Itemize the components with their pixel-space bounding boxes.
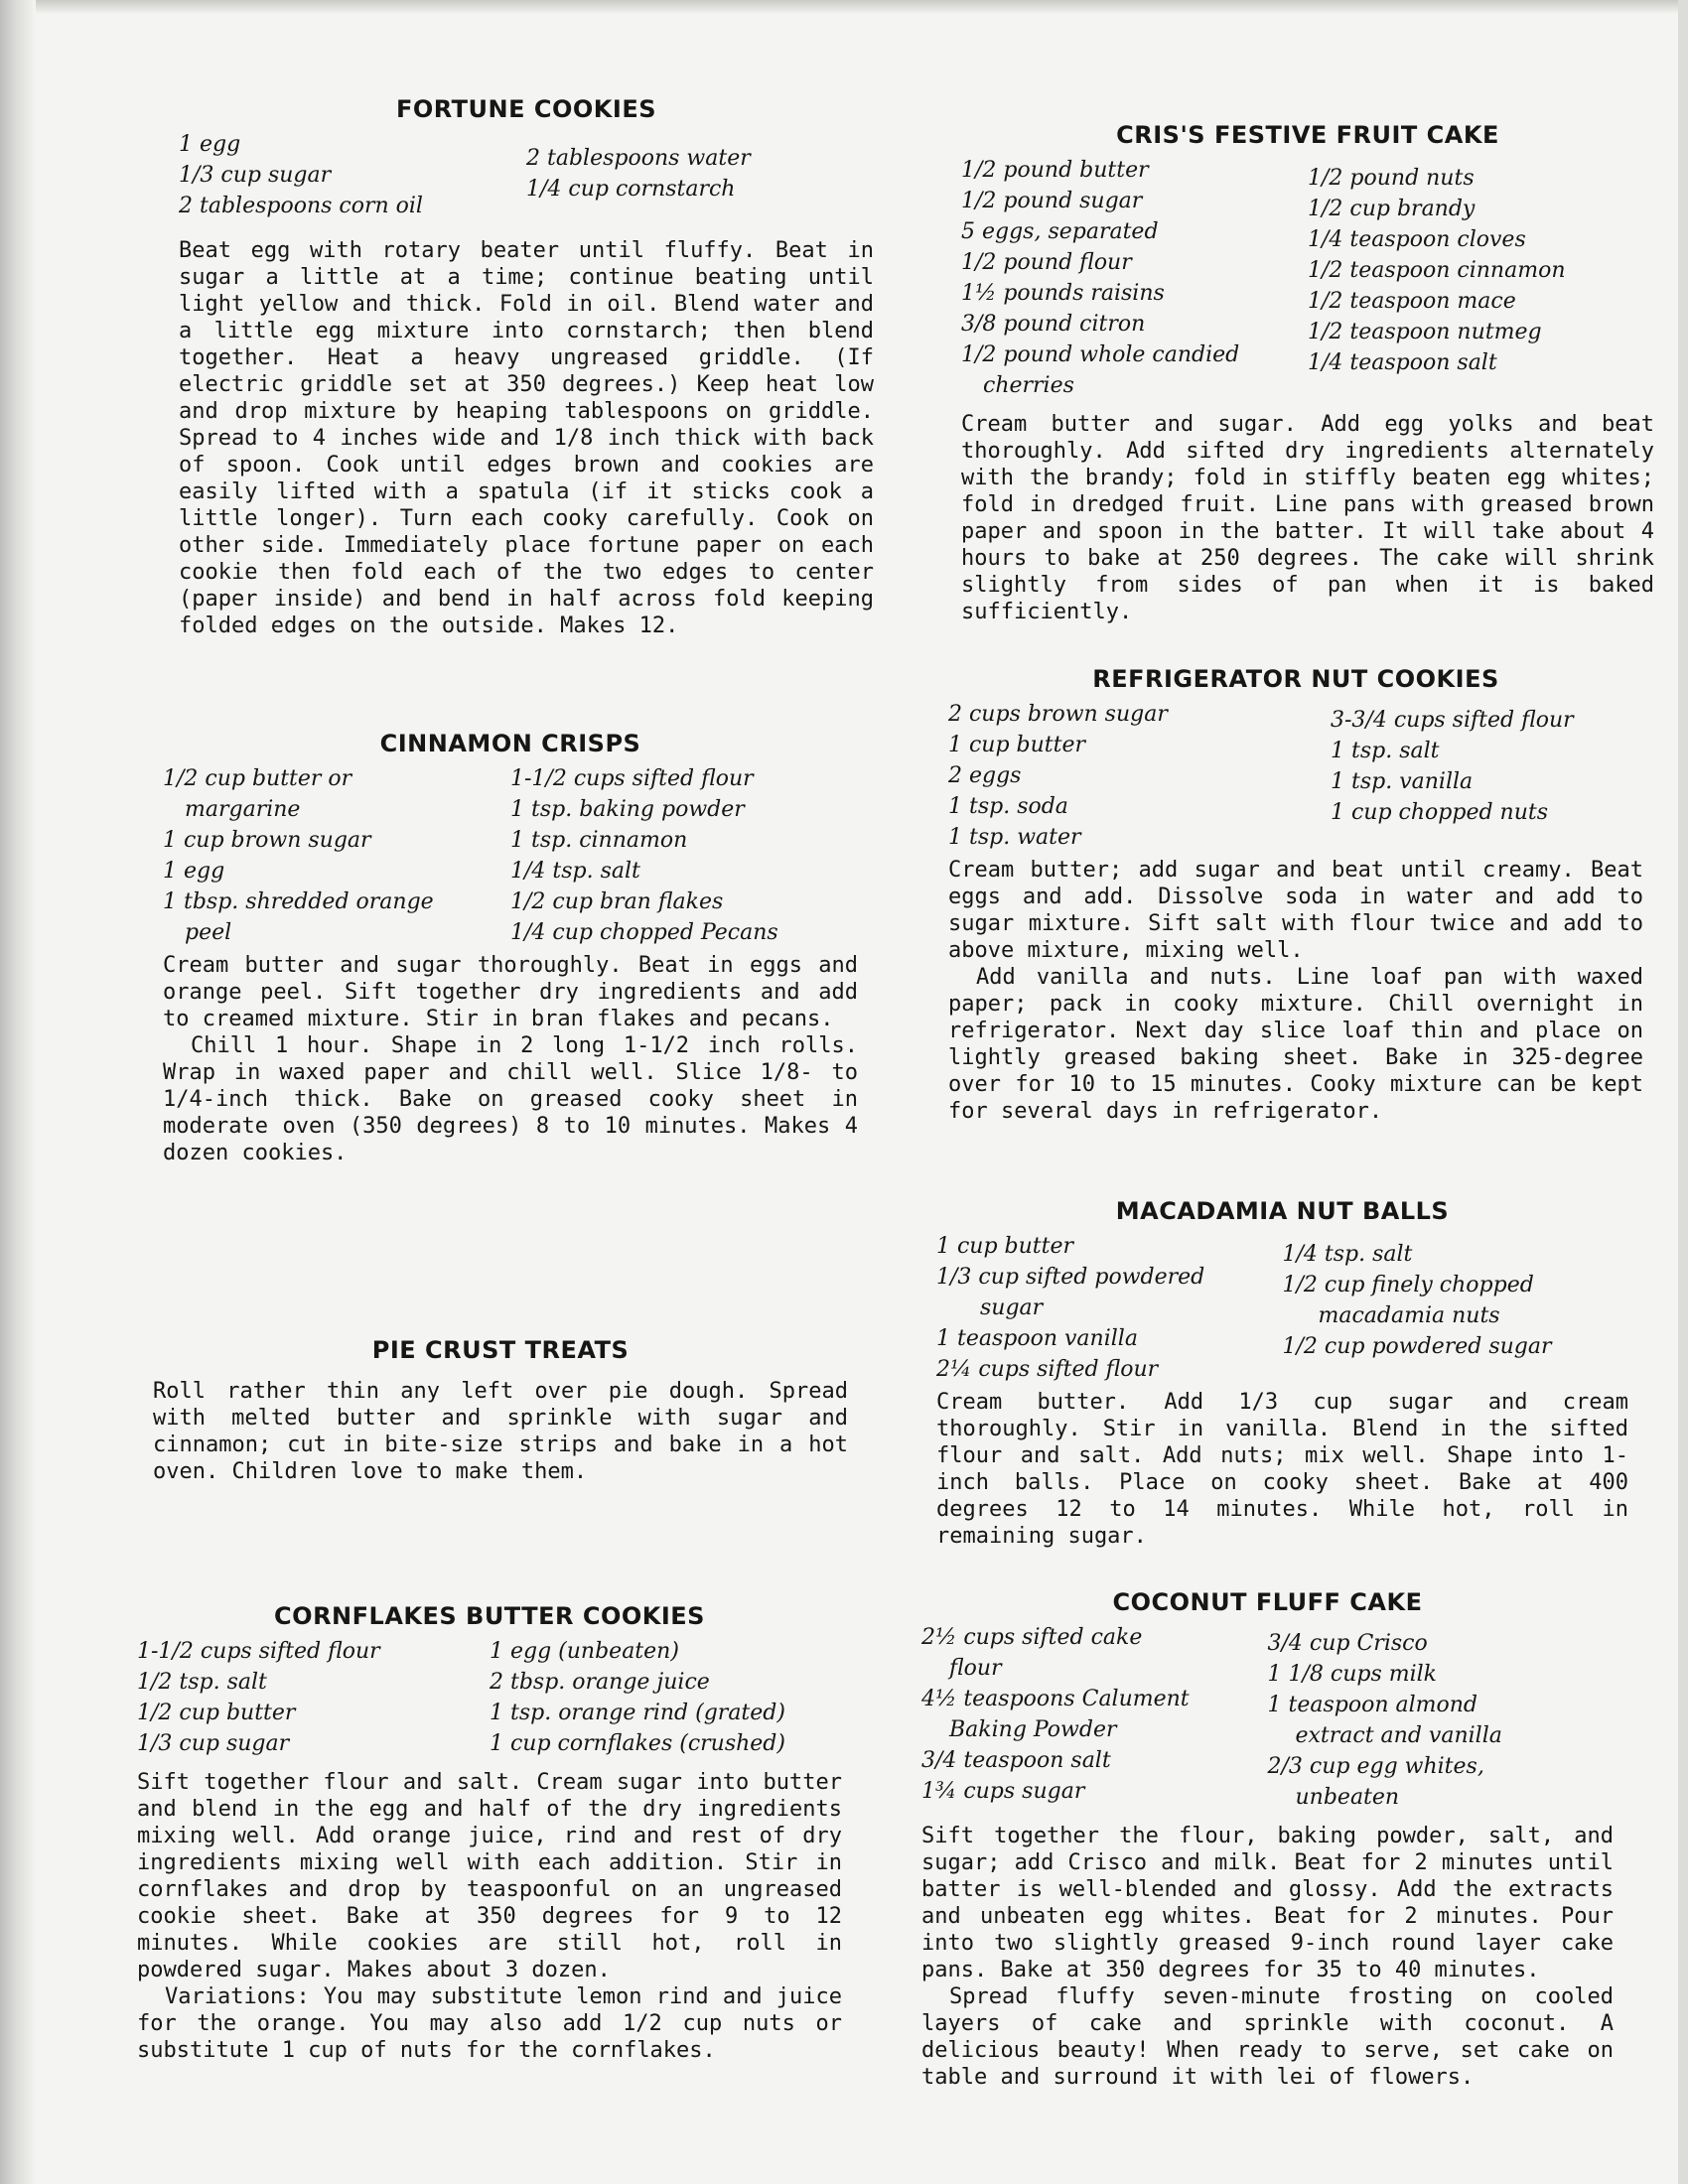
instruction-paragraph: Beat egg with rotary beater until fluffy. Beat in sugar a little at a time; continue beating until light yellow and thick. Fold in oil. Blend water and a little egg mixture into cornstarch; then blend together. Heat a heavy ungreased griddle. (If electric griddle set at 350 degrees.) Keep heat low and drop mixture by heaping tablespoons on griddle. Spread to 4 inches wide and 1/8 inch thick with back of spoon. Cook until edges brown and cookies are easily lifted with a spatula (if it sticks cook a little longer). Turn each cooky carefully. Cook on other side. Immediately place fortune paper on each cookie then fold each of the two edges to center (paper inside) and bend in half across fold keeping folded edges on the outside. Makes 12. (179, 238, 874, 638)
ingredient-item: 1/2 tsp. salt (137, 1670, 267, 1695)
ingredient-item: 2 tbsp. orange juice (490, 1670, 710, 1695)
ingredient-item: 1 egg (179, 132, 241, 157)
ingredient-list (948, 699, 1643, 853)
ingredient-item: 1/2 pound sugar (961, 189, 1143, 213)
ingredient-item: 1 cup butter (948, 733, 1086, 757)
ingredient-item: 1/2 teaspoon nutmeg (1308, 320, 1542, 344)
ingredient-column-left (948, 699, 1261, 853)
ingredient-list (179, 129, 874, 221)
recipe-instructions (179, 237, 874, 639)
ingredient-item: 1/2 cup finely chopped (1282, 1273, 1534, 1297)
recipe-title: MACADAMIA NUT BALLS (1115, 1197, 1450, 1225)
ingredient-item: 1/2 cup butter or (163, 766, 352, 791)
ingredient-item: 1 tsp. soda (948, 794, 1068, 819)
ingredient-item: 1/4 cup chopped Pecans (510, 920, 778, 945)
ingredient-item: 1¾ cups sugar (921, 1779, 1085, 1804)
ingredient-item: 1 egg (163, 859, 225, 884)
ingredient-column-left (137, 1636, 490, 1759)
ingredient-item: 1/4 teaspoon salt (1308, 350, 1497, 375)
ingredient-item: 1 tsp. vanilla (1331, 769, 1474, 794)
ingredient-item: 1 cup chopped nuts (1331, 800, 1549, 825)
recipe-title: CINNAMON CRISPS (379, 730, 641, 757)
instruction-paragraph: Chill 1 hour. Shape in 2 long 1-1/2 inch rolls. Wrap in waxed paper and chill well. Slice 1/8- to 1/4-inch thick. Bake on greased cooky sheet in moderate oven (350 degrees) 8 to 10 minutes. Makes 4 dozen cookies. (163, 1033, 858, 1165)
instruction-paragraph: Variations: You may substitute lemon rind and juice for the orange. You may also add 1/2 cup nuts or substitute 1 cup of nuts for the cornflakes. (137, 1984, 842, 2063)
ingredient-item: 1/4 tsp. salt (1282, 1242, 1413, 1267)
ingredient-item: 3/4 cup Crisco (1267, 1631, 1428, 1656)
recipe-instructions (936, 1389, 1628, 1550)
ingredient-item: 1 tsp. salt (1331, 739, 1440, 763)
ingredient-item: 1 cup cornflakes (crushed) (490, 1731, 785, 1756)
instruction-paragraph: Sift together the flour, baking powder, salt, and sugar; add Crisco and milk. Beat for 2 minutes until batter is well-blended and glossy. Add the extracts and unbeaten egg whites. Beat for 2 minutes. Pour into two slightly greased 9-inch round layer cake pans. Bake at 350 degrees for 35 to 40 minutes. (921, 1824, 1614, 1982)
ingredient-item: 2 eggs (948, 763, 1022, 788)
ingredient-item: 2 tablespoons water (526, 146, 751, 171)
page-edge-shadow-left (0, 0, 36, 2184)
ingredient-item: 2 tablespoons corn oil (179, 194, 423, 218)
ingredient-item: 1/4 tsp. salt (510, 859, 640, 884)
ingredient-item: 1-1/2 cups sifted flour (510, 766, 754, 791)
page-edge-shadow-right (1678, 0, 1688, 2184)
ingredient-column-left (163, 763, 510, 948)
ingredient-column-right (1268, 1622, 1615, 1813)
ingredient-column-left (961, 155, 1308, 401)
ingredient-item: macadamia nuts (1318, 1303, 1500, 1328)
ingredient-item: 1/2 pound nuts (1308, 166, 1475, 191)
ingredient-item: 1/2 cup bran flakes (510, 889, 724, 914)
ingredient-item: 3/4 teaspoon salt (921, 1748, 1111, 1773)
ingredient-column-right (526, 129, 874, 221)
ingredient-item: 1/4 cup cornstarch (526, 177, 736, 202)
ingredient-item: extract and vanilla (1295, 1723, 1502, 1748)
recipe-fortune-cookies (179, 95, 874, 639)
ingredient-column-right (1308, 155, 1654, 401)
ingredient-item: 3-3/4 cups sifted flour (1331, 708, 1574, 733)
ingredient-item: 1/3 cup sugar (137, 1731, 290, 1756)
ingredient-item: 1 tsp. water (948, 825, 1081, 850)
ingredient-item: margarine (185, 797, 301, 822)
recipe-macadamia-nut-balls (936, 1197, 1628, 1550)
ingredient-item: Baking Powder (949, 1717, 1117, 1742)
recipe-coconut-fluff-cake (921, 1588, 1614, 2091)
ingredient-item: unbeaten (1295, 1785, 1400, 1810)
ingredient-item: 1 egg (unbeaten) (490, 1639, 679, 1664)
recipe-title: CORNFLAKES BUTTER COOKIES (274, 1602, 705, 1630)
recipe-festive-fruit-cake (961, 121, 1654, 625)
ingredient-item: 2½ cups sifted cake (921, 1625, 1143, 1650)
ingredient-list (961, 155, 1654, 401)
recipe-title: COCONUT FLUFF CAKE (1112, 1588, 1423, 1616)
ingredient-item: 2¼ cups sifted flour (936, 1357, 1159, 1382)
instruction-paragraph: Add vanilla and nuts. Line loaf pan with waxed paper; pack in cooky mixture. Chill overnight in refrigerator. Next day slice loaf thin and place on lightly greased baking sheet. Bake in 325-degree over for 10 to 15 minutes. Cooky mixture can be kept for several days in refrigerator. (948, 965, 1643, 1124)
recipe-pie-crust-treats (153, 1336, 848, 1485)
ingredient-item: 5 eggs, separated (961, 219, 1159, 244)
recipe-title: FORTUNE COOKIES (395, 95, 657, 123)
recipe-instructions (961, 411, 1654, 625)
instruction-paragraph: Cream butter; add sugar and beat until creamy. Beat eggs and add. Dissolve soda in water and add to sugar mixture. Sift salt with flour twice and add to above mixture, mixing well. (948, 858, 1643, 963)
ingredient-column-right (490, 1636, 842, 1759)
ingredient-item: 1½ pounds raisins (961, 281, 1165, 306)
ingredient-column-left (921, 1622, 1268, 1813)
recipe-title: PIE CRUST TREATS (371, 1336, 630, 1364)
ingredient-item: 1/2 cup butter (137, 1701, 296, 1725)
ingredient-item: 3/8 pound citron (961, 312, 1146, 337)
recipe-title: REFRIGERATOR NUT COOKIES (1092, 665, 1499, 693)
ingredient-item: 1/3 cup sifted powdered (936, 1265, 1205, 1290)
ingredient-item: 4½ teaspoons Calument (921, 1687, 1190, 1711)
ingredient-item: 1 cup butter (936, 1234, 1074, 1259)
ingredient-item: 1/2 cup brandy (1308, 197, 1476, 221)
instruction-paragraph: Cream butter and sugar thoroughly. Beat in eggs and orange peel. Sift together dry ingredients and add to creamed mixture. Stir in bran flakes and pecans. (163, 953, 858, 1031)
ingredient-column-left (936, 1231, 1283, 1385)
recipe-instructions (163, 952, 858, 1166)
ingredient-list (163, 763, 858, 948)
ingredient-column-right (510, 763, 858, 948)
ingredient-column-left (179, 129, 526, 221)
ingredient-column-right (1261, 699, 1643, 853)
ingredient-item: 1 tbsp. shredded orange (163, 889, 434, 914)
ingredient-item: 2/3 cup egg whites, (1267, 1754, 1484, 1779)
recipe-instructions (948, 857, 1643, 1125)
instruction-paragraph: Spread fluffy seven-minute frosting on cooled layers of cake and sprinkle with coconut. A delicious beauty! When ready to serve, set cake on table and surround it with lei of flowers. (921, 1984, 1614, 2090)
ingredient-item: 1/2 pound flour (961, 250, 1132, 275)
ingredient-item: 1/2 teaspoon mace (1308, 289, 1516, 314)
recipe-title: CRIS'S FESTIVE FRUIT CAKE (1116, 121, 1499, 149)
instruction-paragraph: Cream butter. Add 1/3 cup sugar and cream thoroughly. Stir in vanilla. Blend in the sifted flour and salt. Add nuts; mix well. Shape into 1-inch balls. Place on cooky sheet. Bake at 400 degrees 12 to 14 minutes. While hot, roll in remaining sugar. (936, 1390, 1628, 1549)
ingredient-item: 1 tsp. orange rind (grated) (490, 1701, 785, 1725)
instruction-paragraph: Sift together flour and salt. Cream sugar into butter and blend in the egg and half of the dry ingredients mixing well. Add orange juice, rind and rest of dry ingredients mixing well with each addition. Stir in cornflakes and drop by teaspoonful on an ungreased cookie sheet. Bake at 350 degrees for 9 to 12 minutes. While cookies are still hot, roll in powdered sugar. Makes about 3 dozen. (137, 1770, 842, 1982)
ingredient-item: 1/3 cup sugar (179, 163, 332, 188)
page-edge-shadow-top (0, 0, 1688, 14)
ingredient-item: 1 tsp. cinnamon (510, 828, 688, 853)
ingredient-item: 1/2 cup powdered sugar (1282, 1334, 1552, 1359)
ingredient-item: 1 cup brown sugar (163, 828, 371, 853)
ingredient-item: peel (185, 920, 232, 945)
ingredient-item: cherries (983, 373, 1074, 398)
ingredient-item: 1/4 teaspoon cloves (1308, 227, 1526, 252)
recipe-cornflakes-butter-cookies (137, 1602, 842, 2064)
ingredient-list (137, 1636, 842, 1759)
ingredient-list (936, 1231, 1628, 1385)
ingredient-item: 1 teaspoon vanilla (936, 1326, 1138, 1351)
recipe-refrigerator-nut-cookies (948, 665, 1643, 1125)
ingredient-item: 1/2 pound whole candied (961, 342, 1240, 367)
recipe-instructions (137, 1769, 842, 2064)
instruction-paragraph: Roll rather thin any left over pie dough. Spread with melted butter and sprinkle with sugar and cinnamon; cut in bite-size strips and bake in a hot oven. Children love to make them. (153, 1379, 848, 1484)
ingredient-column-right (1283, 1231, 1629, 1385)
ingredient-item: 1/2 teaspoon cinnamon (1308, 258, 1566, 283)
ingredient-item: 1-1/2 cups sifted flour (137, 1639, 380, 1664)
ingredient-item: 2 cups brown sugar (948, 702, 1168, 727)
recipe-cinnamon-crisps (163, 730, 858, 1166)
ingredient-item: 1/2 pound butter (961, 158, 1149, 183)
recipe-instructions (921, 1823, 1614, 2091)
ingredient-item: flour (949, 1656, 1002, 1681)
ingredient-list (921, 1622, 1614, 1813)
instruction-paragraph: Cream butter and sugar. Add egg yolks and beat thoroughly. Add sifted dry ingredients alternately with the brandy; fold in stiffly beaten egg whites; fold in dredged fruit. Line pans with greased brown paper and spoon in the batter. It will take about 4 hours to bake at 250 degrees. The cake will shrink slightly from sides of pan when it is baked sufficiently. (961, 412, 1654, 624)
ingredient-item: sugar (980, 1296, 1044, 1320)
recipe-instructions (153, 1378, 848, 1485)
ingredient-item: 1 tsp. baking powder (510, 797, 745, 822)
ingredient-item: 1 teaspoon almond (1267, 1693, 1478, 1717)
ingredient-item: 1 1/8 cups milk (1267, 1662, 1438, 1687)
